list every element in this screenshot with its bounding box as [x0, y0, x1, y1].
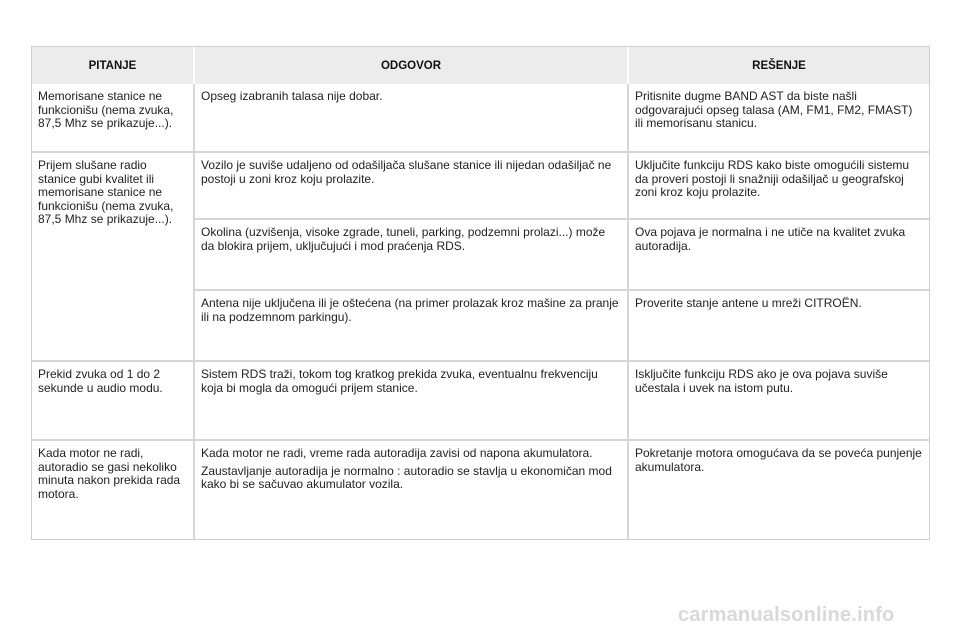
header-question: PITANJE: [32, 47, 193, 84]
row-5-question: Prekid zvuka od 1 do 2 sekunde u audio modu.: [32, 360, 193, 439]
row-4-solution: Proverite stanje antene u mreži CITROËN.: [627, 289, 929, 360]
row-3-solution: Ova pojava je normalna i ne utiče na kvalitet zvuka autoradija.: [627, 218, 929, 289]
table-grid: [32, 47, 929, 539]
header-solution: REŠENJE: [627, 47, 929, 84]
row-5-answer: Sistem RDS traži, tokom tog kratkog prekida zvuka, eventualnu frekvenciju koja bi mogla da omogući prijem stanice.: [193, 360, 627, 439]
row-6-answer: [193, 439, 627, 539]
troubleshooting-table: [31, 46, 930, 540]
watermark: carmanualsonline.info: [678, 604, 895, 626]
row-4-answer: Antena nije uključena ili je oštećena (na primer prolazak kroz mašine za pranje ili na podzemnom parkingu).: [193, 289, 627, 360]
row-2-solution: Uključite funkciju RDS kako biste omogućili sistemu da proveri postoji li snažniji odašiljač u geografskoj zoni kroz koju prolazite.: [627, 151, 929, 218]
header-answer: ODGOVOR: [193, 47, 627, 84]
row-6-answer-paragraph-2: Zaustavljanje autoradija je normalno : autoradio se stavlja u ekonomičan mod kako bi se sačuvao akumulator vozila.: [201, 463, 612, 491]
row-3-answer: Okolina (uzvišenja, visoke zgrade, tuneli, parking, podzemni prolazi...) može da blokira prijem, uključujući i mod praćenja RDS.: [193, 218, 627, 289]
row-5-solution: Isključite funkciju RDS ako je ova pojava suviše učestala i uvek na istom putu.: [627, 360, 929, 439]
row-1-question: Memorisane stanice ne funkcionišu (nema zvuka, 87,5 Mhz se prikazuje...).: [32, 84, 193, 151]
row-6-solution: Pokretanje motora omogućava da se poveća punjenje akumulatora.: [627, 439, 929, 539]
row-6-question: Kada motor ne radi, autoradio se gasi nekoliko minuta nakon prekida rada motora.: [32, 439, 193, 539]
row-2-answer: Vozilo je suviše udaljeno od odašiljača slušane stanice ili nijedan odašiljač ne postoji u zoni kroz koju prolazite.: [193, 151, 627, 218]
row-1-solution: Pritisnite dugme BAND AST da biste našli odgovarajući opseg talasa (AM, FM1, FM2, FMAST) ili memorisanu stanicu.: [627, 84, 929, 151]
row-2-question: Prijem slušane radio stanice gubi kvalitet ili memorisane stanice ne funkcionišu (nema zvuka, 87,5 Mhz se prikazuje...).: [32, 151, 193, 360]
row-6-answer-paragraph-1: Kada motor ne radi, vreme rada autoradija zavisi od napona akumulatora.: [201, 446, 593, 460]
row-1-answer: Opseg izabranih talasa nije dobar.: [193, 84, 627, 151]
